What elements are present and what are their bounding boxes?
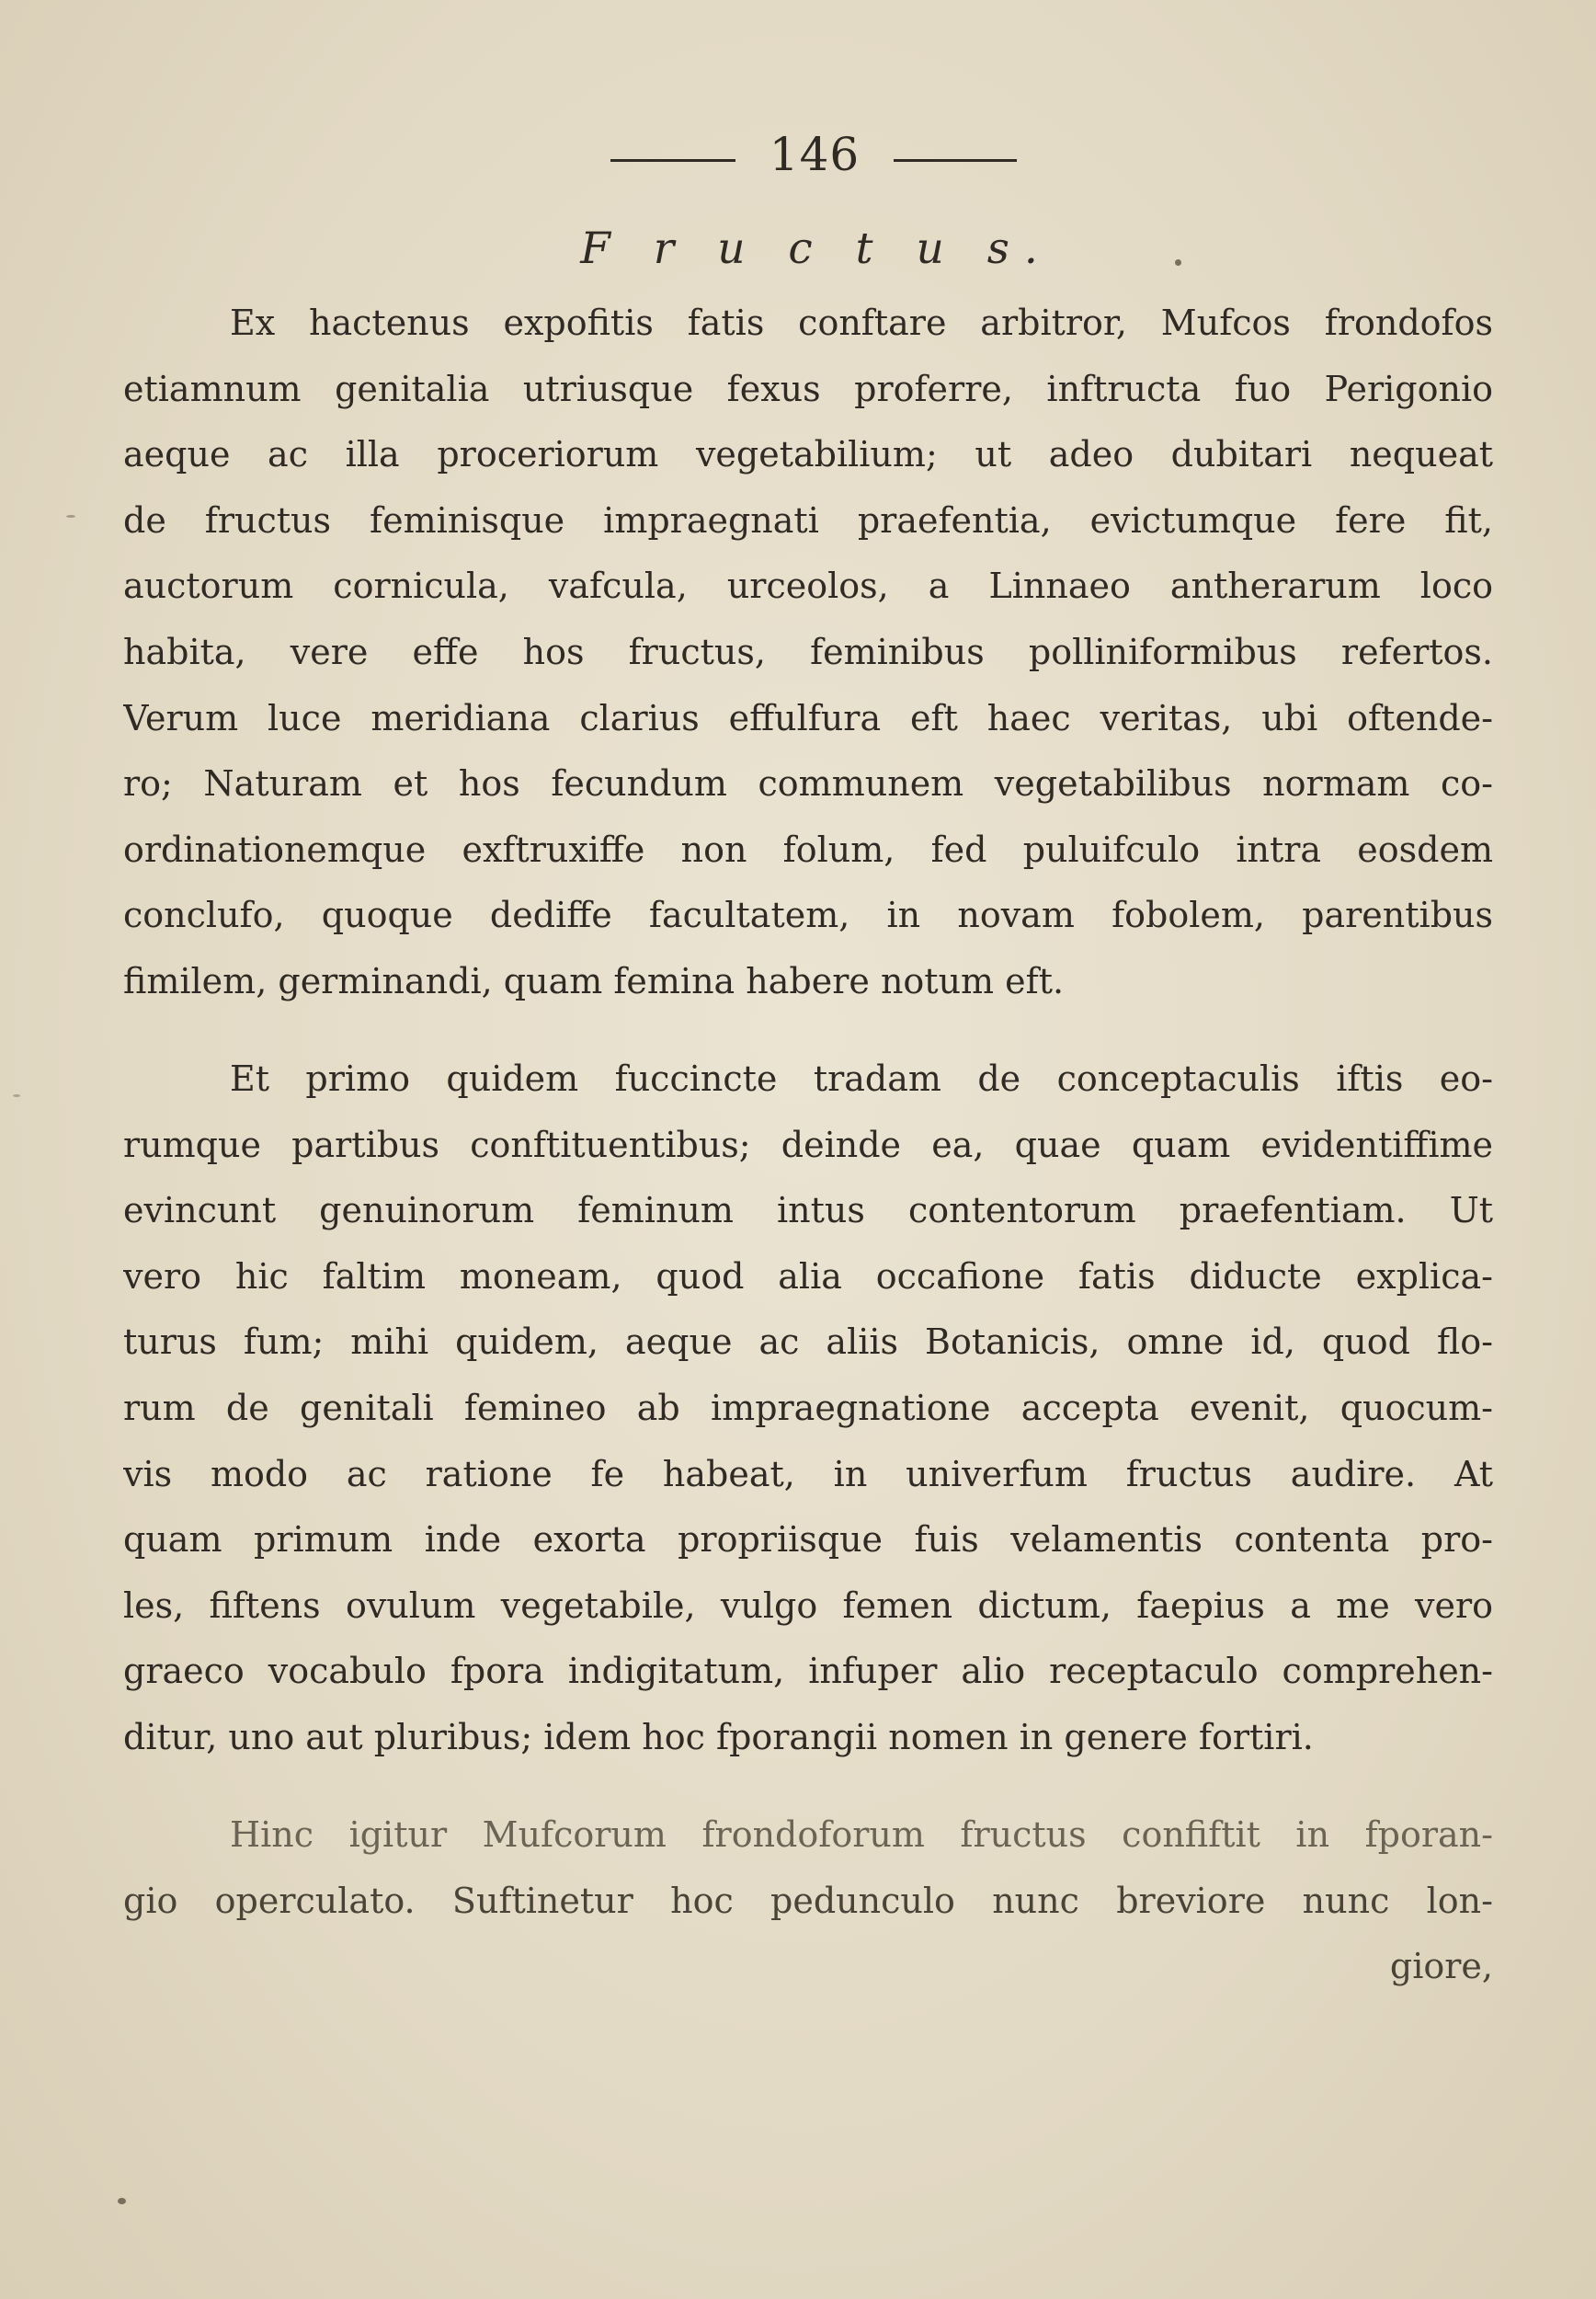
text-line: les, fiftens ovulum vegetabile, vulgo femen dictum, faepius a me vero: [123, 1584, 1493, 1626]
text-line: turus fum; mihi quidem, aeque ac aliis Botanicis, omne id, quod flo-: [123, 1321, 1493, 1363]
text-line: rum de genitali femineo ab impraegnatione accepta evenit, quocum-: [123, 1387, 1493, 1428]
paper-speck: [66, 515, 75, 518]
paper-speck: [13, 1094, 20, 1097]
text-line: vero hic faltim moneam, quod alia occafione fatis diducte explica-: [123, 1255, 1493, 1297]
page-number: 146: [769, 128, 861, 181]
text-line: auctorum cornicula, vafcula, urceolos, a Linnaeo antherarum loco: [123, 566, 1493, 607]
text-line: Ex hactenus expofitis fatis conftare arbitror, Mufcos frondofos: [230, 303, 1493, 343]
text-line: ditur, uno aut pluribus; idem hoc fporangii nomen in genere fortiri.: [123, 1716, 1314, 1757]
paragraph-1: [123, 291, 1493, 1015]
header-rule-right: [894, 159, 1017, 162]
page-header: [0, 118, 1596, 191]
section-title: F r u c t u s.: [580, 223, 1053, 274]
catchword: giore,: [1389, 1946, 1493, 1987]
text-line: ro; Naturam et hos fecundum communem vegetabilibus normam co-: [123, 763, 1493, 805]
header-rule-left: [610, 159, 735, 162]
paragraph-3: [123, 1802, 1493, 2000]
text-line: vis modo ac ratione fe habeat, in univerfum fructus audire. At: [123, 1453, 1493, 1494]
text-line: aeque ac illa proceriorum vegetabilium; ut adeo dubitari nequeat: [123, 434, 1493, 475]
text-line: Verum luce meridiana clarius effulfura eft haec veritas, ubi oftende-: [123, 697, 1493, 738]
text-line: conclufo, quoque dediffe facultatem, in novam fobolem, parentibus: [123, 895, 1493, 936]
text-line: Hinc igitur Mufcorum frondoforum fructus confiftit in fporan-: [230, 1814, 1493, 1855]
text-line: fimilem, germinandi, quam femina habere notum eft.: [123, 960, 1065, 1001]
text-line: etiamnum genitalia utriusque fexus proferre, inftructa fuo Perigonio: [123, 368, 1493, 409]
text-line: rumque partibus conftituentibus; deinde ea, quae quam evidentiffime: [123, 1124, 1493, 1165]
paper-speck: [118, 2198, 126, 2204]
paper-speck: [1175, 259, 1181, 266]
text-line: Et primo quidem fuccincte tradam de conceptaculis iftis eo-: [230, 1058, 1493, 1099]
text-line: quam primum inde exorta propriisque fuis velamentis contenta pro-: [123, 1519, 1493, 1561]
text-line: ordinationemque exftruxiffe non folum, fed puluifculo intra eosdem: [123, 829, 1493, 870]
paragraph-2: [123, 1047, 1493, 1771]
text-line: habita, vere effe hos fructus, feminibus polliniformibus refertos.: [123, 631, 1493, 672]
text-line: de fructus feminisque impraegnati praefentia, evictumque fere fit,: [123, 499, 1493, 541]
text-line: gio operculato. Suftinetur hoc pedunculo nunc breviore nunc lon-: [123, 1880, 1493, 1921]
text-line: evincunt genuinorum feminum intus contentorum praefentiam. Ut: [123, 1190, 1493, 1231]
text-line: graeco vocabulo fpora indigitatum, infuper alio receptaculo comprehen-: [123, 1651, 1493, 1692]
